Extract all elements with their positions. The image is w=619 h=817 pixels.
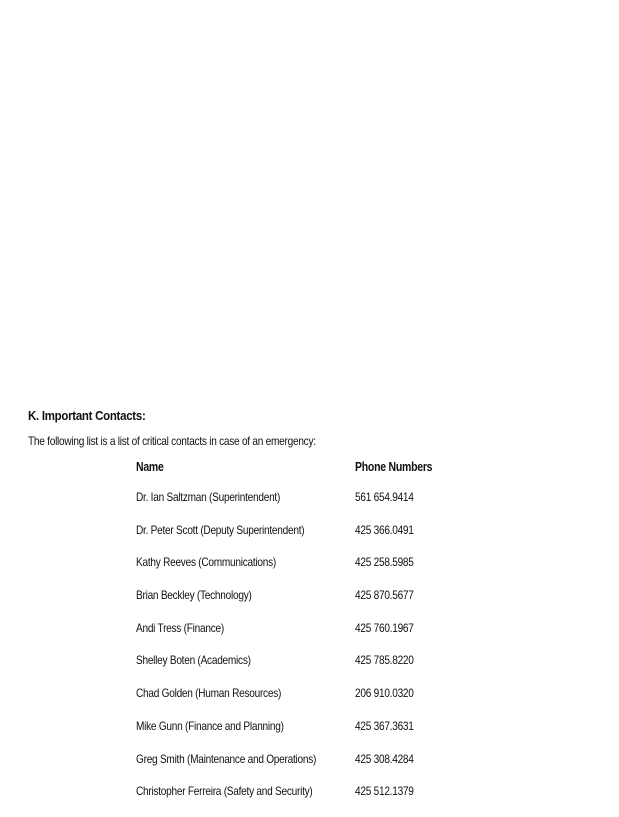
- table-row: [136, 555, 496, 588]
- table-row: [136, 588, 496, 621]
- contact-name: Chad Golden (Human Resources): [136, 686, 282, 701]
- table-row: [136, 784, 496, 817]
- contact-phone: 425 512.1379: [355, 784, 414, 799]
- intro-text: The following list is a list of critical contacts in case of an emergency:: [28, 434, 316, 448]
- table-row: [136, 523, 496, 556]
- table-row: [136, 719, 496, 752]
- contacts-table: [136, 460, 496, 817]
- table-row: [136, 686, 496, 719]
- table-row: [136, 752, 496, 785]
- contact-phone: 561 654.9414: [355, 490, 414, 504]
- contact-name: Andi Tress (Finance): [136, 620, 224, 635]
- table-row: [136, 621, 496, 654]
- contact-phone: 206 910.0320: [355, 686, 414, 701]
- contact-name: Shelley Boten (Academics): [136, 653, 251, 668]
- column-header-phone: Phone Numbers: [355, 460, 433, 474]
- contact-phone: 425 308.4284: [355, 751, 414, 766]
- contact-phone: 425 760.1967: [355, 620, 414, 635]
- contact-phone: 425 870.5677: [355, 588, 414, 603]
- contact-name: Kathy Reeves (Communications): [136, 555, 277, 570]
- section-heading: K. Important Contacts:: [28, 408, 146, 423]
- table-row: [136, 653, 496, 686]
- contact-phone: 425 367.3631: [355, 718, 414, 733]
- contact-name: Brian Beckley (Technology): [136, 588, 252, 603]
- table-row: [136, 490, 496, 523]
- contact-name: Dr. Peter Scott (Deputy Superintendent): [136, 522, 305, 537]
- contact-name: Mike Gunn (Finance and Planning): [136, 718, 284, 733]
- contact-phone: 425 258.5985: [355, 555, 414, 570]
- table-header-row: [136, 460, 496, 490]
- contact-phone: 425 366.0491: [355, 522, 414, 537]
- contact-name: Christopher Ferreira (Safety and Security): [136, 784, 313, 799]
- contact-phone: 425 785.8220: [355, 653, 414, 668]
- contact-name: Greg Smith (Maintenance and Operations): [136, 751, 317, 766]
- column-header-name: Name: [136, 460, 164, 474]
- contact-name: Dr. Ian Saltzman (Superintendent): [136, 490, 281, 504]
